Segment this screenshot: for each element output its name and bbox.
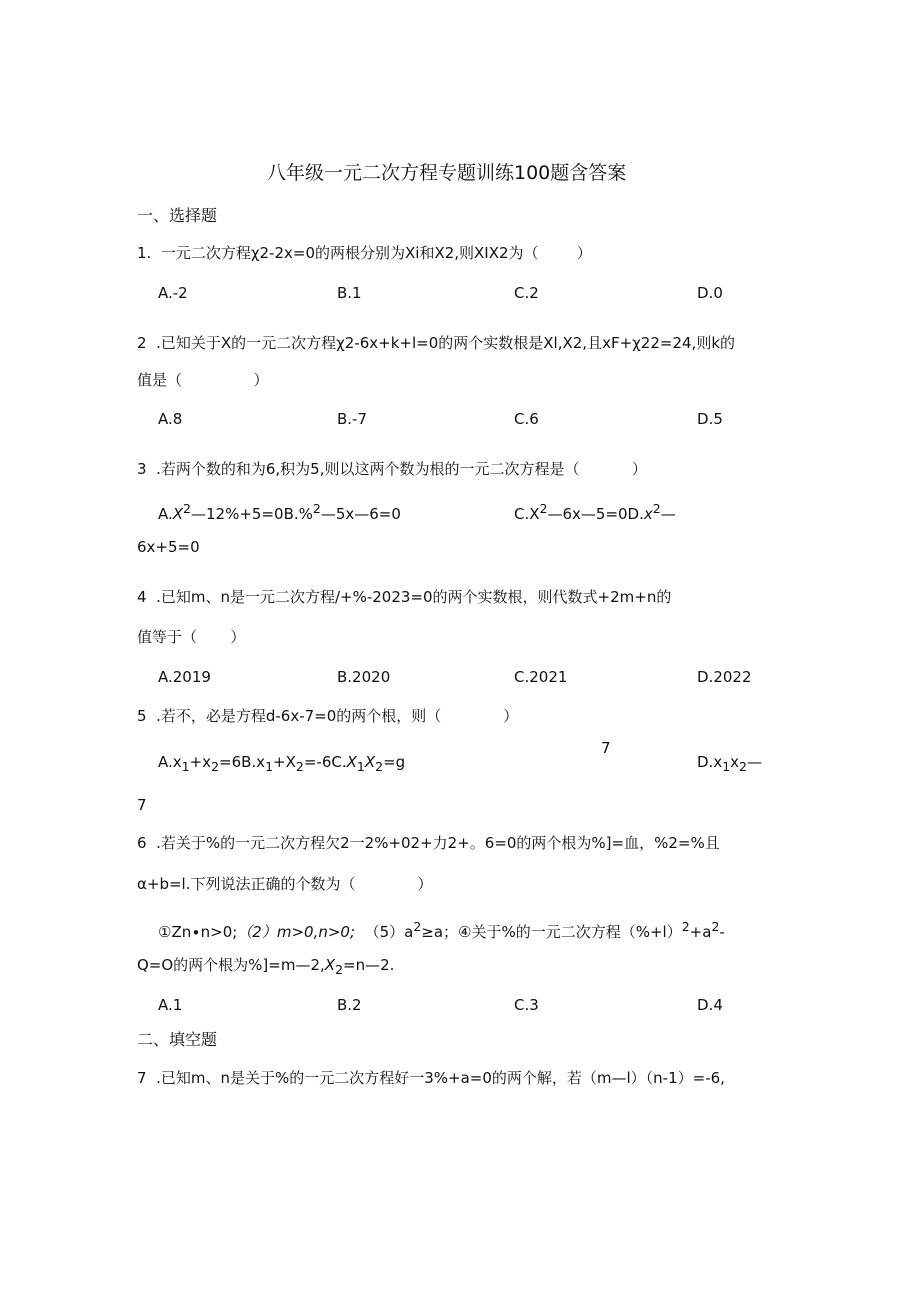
question-6-option-b: B.2 [337,996,362,1014]
question-1-option-c: C.2 [514,284,539,302]
question-1-option-a: A.-2 [158,284,188,302]
question-5-options-abc: $A.x_1+x_2=6B.x_1+X_2=-6C.X_1X_2=g$ [158,753,406,774]
question-4-stem: 4 .已知m、n是一元二次方程/+%-2023=0的两个实数根，则代数式+2m+n的 [137,588,672,606]
question-4-option-a: A.2019 [158,668,211,686]
question-2-option-b: B.-7 [337,410,368,428]
page-title: 八年级一元二次方程专题训练100题含答案 [267,162,627,184]
question-3-option-d-cont: 6x+5=0 [137,538,200,556]
question-1-stem: 1. 一元二次方程χ2-2x=0的两根分别为Xi和X2,则XIX2为（ ） [137,244,592,262]
question-2-option-d: D.5 [697,410,723,428]
question-6-option-a: A.1 [158,996,183,1014]
question-3-options-cd: $C.X^2—6x—5=0D.x^2—$ [514,501,676,523]
section-heading-fill: 二、填空题 [137,1030,218,1049]
question-3-stem: 3 .若两个数的和为6,积为5,则以这两个数为根的一元二次方程是（ ） [137,460,647,478]
question-6-stem: 6 .若关于%的一元二次方程欠2一2%+02+力2+。6=0的两个根为%]=血，%2=%且 [137,834,720,852]
question-2-stem-cont: 值是（ ） [137,371,269,389]
question-4-option-c: C.2021 [514,668,568,686]
question-6-conditions-line-2: Q=O的两个根为$\%]=m—2,X_2=n—2$. [137,956,395,977]
question-6-option-d: D.4 [697,996,723,1014]
question-4-option-d: D.2022 [697,668,752,686]
section-heading-choice: 一、选择题 [137,206,218,225]
question-1-option-d: D.0 [697,284,723,302]
question-6-stem-cont: α+b=l.下列说法正确的个数为（ ） [137,875,433,893]
question-5-stem: 5 .若不，必是方程d-6x-7=0的两个根，则（ ） [137,707,519,725]
question-4-option-b: B.2020 [337,668,391,686]
question-2-option-c: C.6 [514,410,539,428]
question-4-stem-cont: 值等于（ ） [137,628,246,646]
question-5-option-d: $D.x_1x_2—$ [697,753,762,774]
question-1-option-b: B.1 [337,284,362,302]
question-5-fraction-top: 7 [601,739,611,757]
question-5-option-d-cont: 7 [137,796,147,814]
question-2-stem: 2 .已知关于X的一元二次方程χ2-6x+k+l=0的两个实数根是Xl,X2,且xF+χ22=24,则k的 [137,334,736,352]
question-7-stem: 7 .已知m、n是关于%的一元二次方程好一3%+a=0的两个解，若（m—l）（n-1）=-6, [137,1069,725,1087]
question-6-conditions-line-1: ①Zn∙n>0;（2）m>0,n>0; $(5)a^2\ge a$；④关于%的一元二次方程$(\%+l)^2+a^2-$ [158,919,725,941]
question-6-option-c: C.3 [514,996,539,1014]
question-3-options-ab: $A.X^2—12\%+5=0B.\%^2—5x—6=0$ [158,501,401,523]
question-2-option-a: A.8 [158,410,183,428]
